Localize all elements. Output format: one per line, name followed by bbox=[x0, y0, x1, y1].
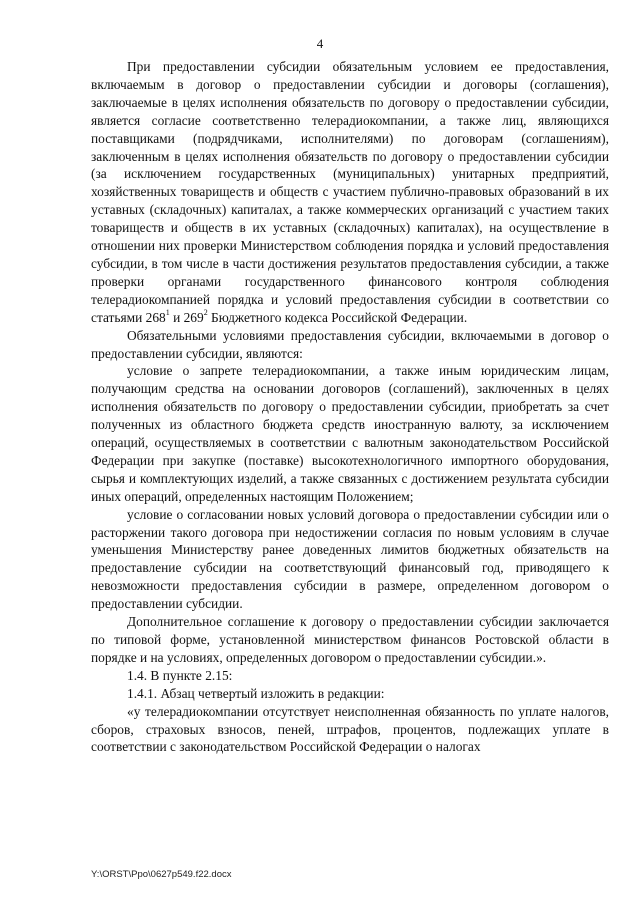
paragraph-tax-obligation: «у телерадиокомпании отсутствует неисполненная обязанность по уплате налогов, сборов, страховых взносов, пеней, штрафов, процентов, подлежащих уплате в соответствии с законодательством Российской Федерации о налогах bbox=[91, 703, 609, 755]
paragraph-text-mid: и 269 bbox=[169, 309, 204, 325]
file-path-footer: Y:\ORST\Ppo\0627p549.f22.docx bbox=[91, 869, 232, 880]
paragraph-clause-1-4-1: 1.4.1. Абзац четвертый изложить в редакции: bbox=[127, 685, 385, 701]
paragraph-new-conditions: условие о согласовании новых условий договора о предоставлении субсидии или о расторжении такого договора при недостижении согласия по новым условиям в случае уменьшения Министерству ранее доведенных лимитов бюджетных обязательств на предоставление субсидии на соответствующий финансовый год, приводящего к невозможности предоставления субсидии в размере, определенном договором о предоставлении субсидии. bbox=[91, 506, 609, 612]
superscript-1: 1 bbox=[165, 308, 170, 318]
paragraph-text: При предоставлении субсидии обязательным условием ее предоставления, включаемым в договор о предоставлении субсидии и договоры (соглашения), заключаемые в целях исполнения обязательств по договору о предоставлении субсидии, является согласие соответственно телерадиокомпании, а также лиц, являющихся поставщиками (подрядчиками, исполнителями) по договорам (соглашениям), заключенным в целях исполнения обязательств по договору о предоставлении субсидии (за исключением государственных (муниципальных) унитарных предприятий, хозяйственных товариществ и обществ с участием публично-правовых образований в их уставных (складочных) капиталах, а также коммерческих организаций с участием таких товариществ и обществ в их уставных (складочных) капиталах), на осуществление в отношении них проверки Министерством соблюдения порядка и условий предоставления субсидии, в том числе в части достижения результатов предоставления субсидии, а также проверки органами государственного финансового контроля соблюдения телерадиокомпанией порядка и условий предоставления субсидии в соответствии со статьями 268 bbox=[91, 59, 609, 325]
paragraph-currency-ban: условие о запрете телерадиокомпании, а также иным юридическим лицам, получающим средства на основании договоров (соглашений), заключенных в целях исполнения обязательств по договору о предоставлении субсидии, приобретать за счет полученных из областного бюджета средств иностранную валюту, за исключением операций, осуществляемых в соответствии с валютным законодательством Российской Федерации при закупке (поставке) высокотехнологичного импортного оборудования, сырья и комплектующих изделий, а также связанных с достижением результата субсидии иных операций, определенных настоящим Положением; bbox=[91, 363, 609, 504]
paragraph-clause-1-4: 1.4. В пункте 2.15: bbox=[127, 667, 233, 683]
paragraph-additional-agreement: Дополнительное соглашение к договору о предоставлении субсидии заключается по типовой форме, установленной министерством финансов Ростовской области в порядке и на условиях, определенных договором о предоставлении субсидии.». bbox=[91, 614, 609, 665]
document-body bbox=[91, 58, 609, 756]
superscript-2: 2 bbox=[203, 308, 208, 318]
page-number: 4 bbox=[316, 36, 324, 51]
paragraph-text-end: Бюджетного кодекса Российской Федерации. bbox=[207, 309, 468, 325]
paragraph-mandatory-conditions: Обязательными условиями предоставления субсидии, включаемыми в договор о предоставлении субсидии, являются: bbox=[91, 327, 609, 361]
paragraph-subsidy-conditions bbox=[91, 58, 609, 327]
